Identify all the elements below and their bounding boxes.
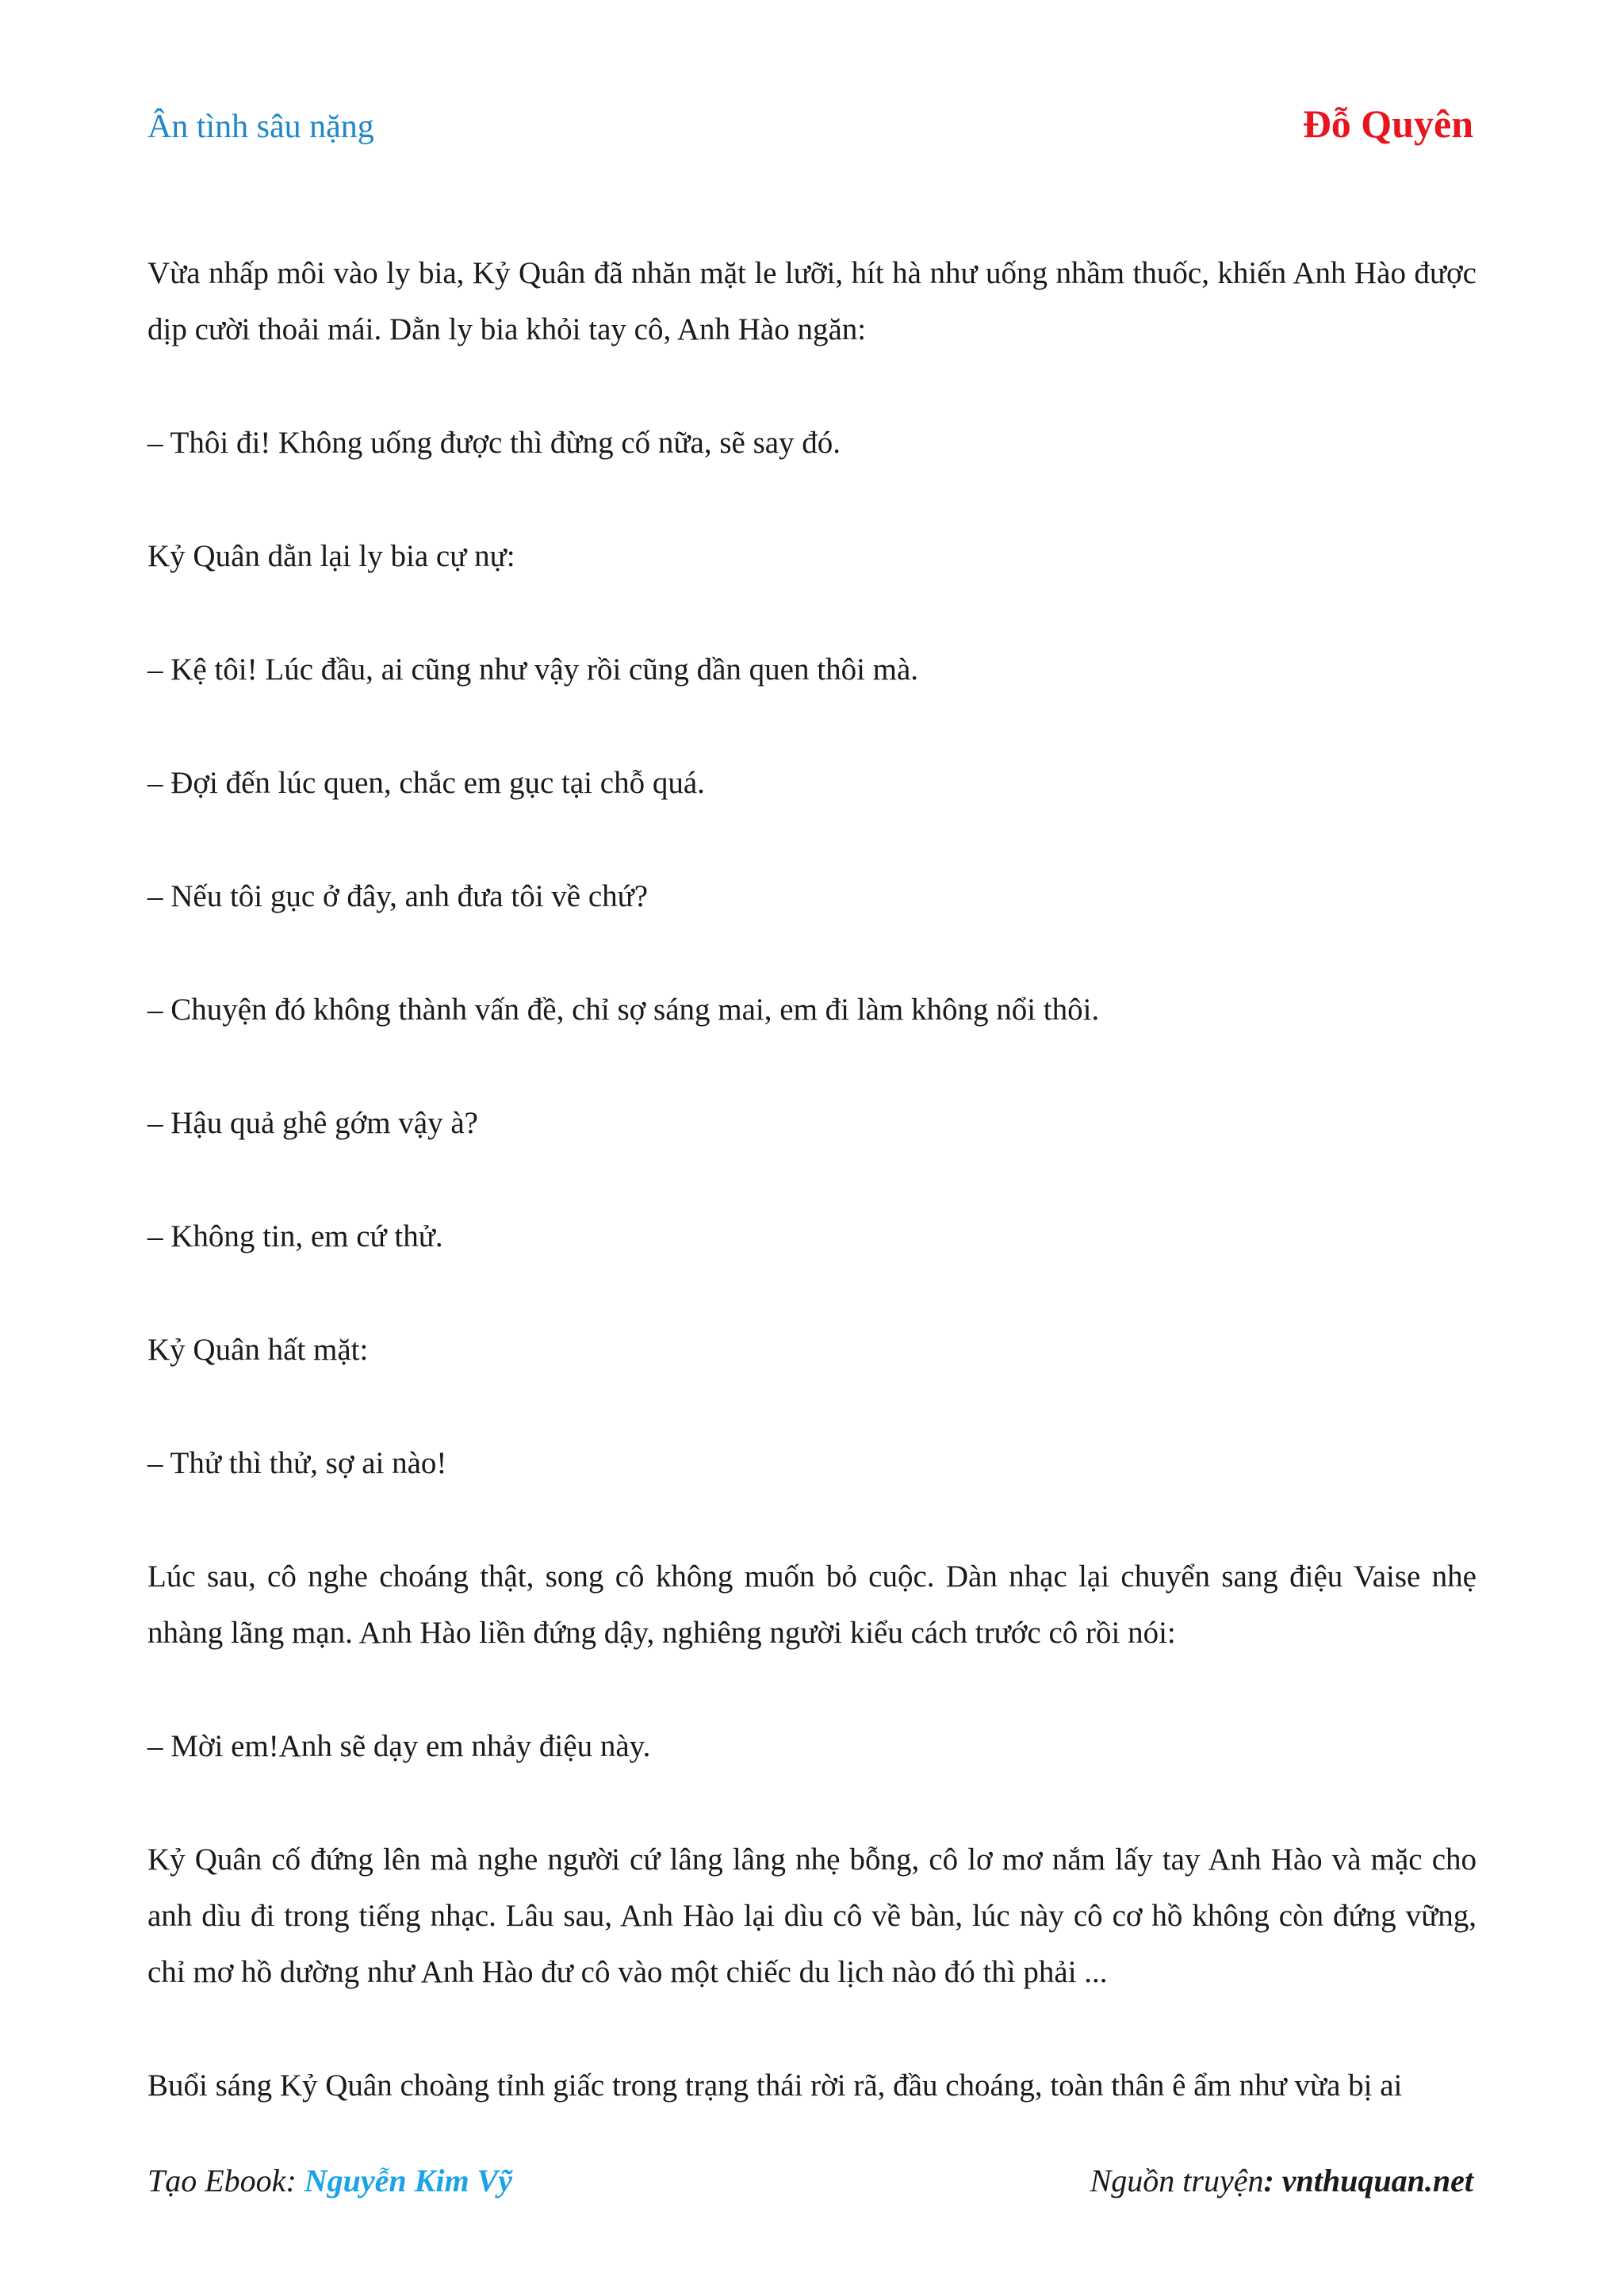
ebook-author: Nguyễn Kim Vỹ (304, 2163, 512, 2198)
paragraph: – Không tin, em cứ thử. (147, 1219, 443, 1253)
paragraph: – Kệ tôi! Lúc đầu, ai cũng như vậy rồi cũng dần quen thôi mà. (147, 652, 919, 687)
paragraph: – Chuyện đó không thành vấn đề, chỉ sợ sáng mai, em đi làm không nổi thôi. (147, 993, 1100, 1027)
source-label: Nguồn truyện (1090, 2163, 1264, 2198)
paragraph: – Mời em!Anh sẽ dạy em nhảy điệu này. (147, 1729, 651, 1763)
paragraph: Kỷ Quân hất mặt: (147, 1333, 369, 1367)
paragraph: – Thử thì thử, sợ ai nào! (147, 1446, 447, 1480)
ebook-label: Tạo Ebook (147, 2163, 286, 2198)
paragraph: Kỷ Quân dằn lại ly bia cự nự: (147, 539, 515, 573)
paragraph: Vừa nhấp môi vào ly bia, Kỷ Quân đã nhăn mặt le lưỡi, hít hà như uống nhầm thuốc, khiến Anh Hào được dịp cười thoải mái. Dằn ly bia khỏi tay cô, Anh Hào ngăn: (147, 256, 1477, 346)
source-credit: Nguồn truyện: vnthuquan.net (1090, 2163, 1473, 2198)
book-title: Ân tình sâu nặng (147, 109, 374, 145)
paragraph: – Đợi đến lúc quen, chắc em gục tại chỗ quá. (147, 766, 705, 800)
paragraph: – Nếu tôi gục ở đây, anh đưa tôi về chứ? (147, 879, 649, 913)
source-site: vnthuquan.net (1281, 2163, 1473, 2198)
story-text (147, 245, 1477, 2114)
paragraph: – Thôi đi! Không uống được thì đừng cố nữa, sẽ say đó. (147, 426, 841, 460)
ebook-credit: Tạo Ebook: Nguyễn Kim Vỹ (147, 2163, 512, 2198)
author-name: Đỗ Quyên (1302, 101, 1473, 146)
paragraph: Buổi sáng Kỷ Quân choàng tỉnh giấc trong trạng thái rời rã, đầu choáng, toàn thân ê ẩm như vừa bị ai (147, 2068, 1403, 2103)
paragraph: Lúc sau, cô nghe choáng thật, song cô không muốn bỏ cuộc. Dàn nhạc lại chuyển sang điệu Vaise nhẹ nhàng lãng mạn. Anh Hào liền đứng dậy, nghiêng người kiểu cách trước cô rồi nói: (147, 1559, 1477, 1650)
paragraph: Kỷ Quân cố đứng lên mà nghe người cứ lâng lâng nhẹ bỗng, cô lơ mơ nắm lấy tay Anh Hào và mặc cho anh dìu đi trong tiếng nhạc. Lâu sau, Anh Hào lại dìu cô về bàn, lúc này cô cơ hồ không còn đứng vững, chỉ mơ hồ dường như Anh Hào đư cô vào một chiếc du lịch nào đó thì phải ... (147, 1843, 1477, 1989)
paragraph: – Hậu quả ghê gớm vậy à? (147, 1106, 478, 1140)
